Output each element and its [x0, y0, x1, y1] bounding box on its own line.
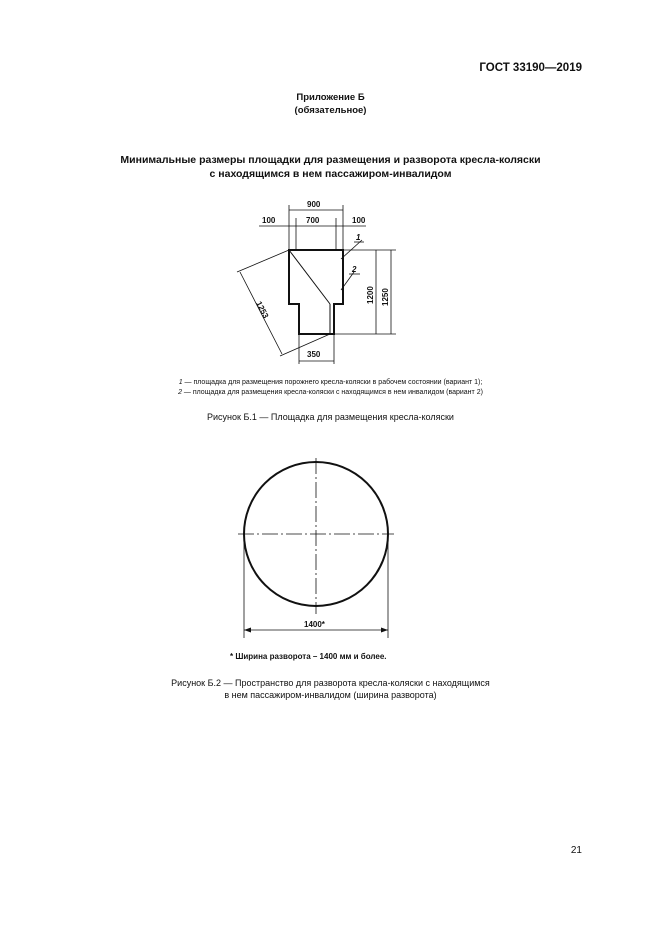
callout-1: 1	[356, 233, 361, 242]
section-title-line1: Минимальные размеры площадки для размещения и разворота кресла-коляски	[120, 154, 541, 166]
figure-b1-legend-item1: 1 — площадка для размещения порожнего кресла-коляски в рабочем состоянии (вариант 1);	[178, 379, 483, 386]
dim-diagonal: 1253	[254, 299, 271, 320]
dim-height-short: 1200	[366, 286, 375, 304]
document-code: ГОСТ 33190—2019	[479, 62, 582, 74]
dim-right-offset: 100	[352, 216, 366, 225]
dim-bottom-width: 350	[307, 350, 321, 359]
dim-turning-diameter: 1400*	[304, 620, 325, 629]
dim-left-offset: 100	[262, 216, 276, 225]
figure-b2-caption-line1: Рисунок Б.2 — Пространство для разворота кресла-коляски с находящимся	[171, 678, 490, 688]
figure-b1-caption: Рисунок Б.1 — Площадка для размещения кресла-коляски	[207, 412, 454, 422]
annex-title: Приложение Б	[296, 92, 365, 103]
figure-b2-footnote: * Ширина разворота – 1400 мм и более.	[230, 652, 387, 661]
page-number: 21	[570, 845, 582, 856]
dim-top-overall: 900	[307, 200, 321, 209]
figure-b2-caption-line2: в нем пассажиром-инвалидом (ширина разворота)	[224, 690, 437, 700]
dim-height-full: 1250	[381, 288, 390, 306]
figure-b1-legend-item2: 2 — площадка для размещения кресла-коляски с находящимся в нем инвалидом (вариант 2)	[178, 389, 483, 396]
annex-status: (обязательное)	[294, 105, 367, 116]
dim-inner-width: 700	[306, 216, 320, 225]
callout-2: 2	[352, 265, 357, 274]
section-title-line2: с находящимся в нем пассажиром-инвалидом	[209, 168, 452, 180]
